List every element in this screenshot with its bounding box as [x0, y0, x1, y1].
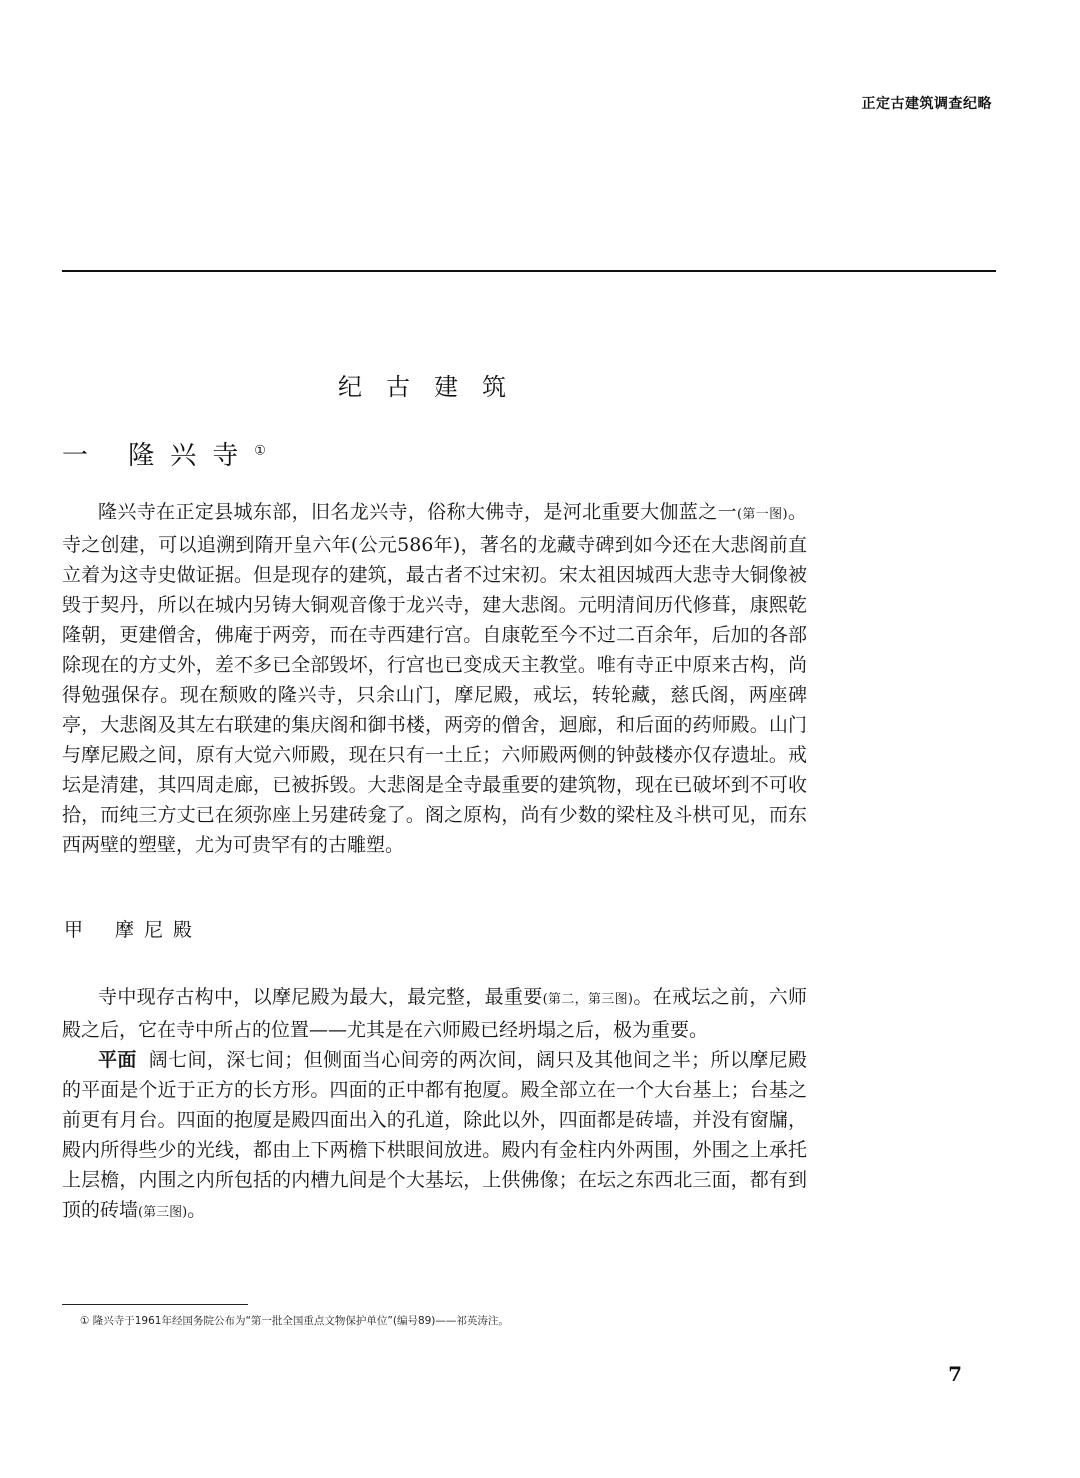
paragraph-plan-text-b: 。 [187, 1199, 207, 1221]
running-head: 正定古建筑调查纪略 [861, 96, 992, 112]
paragraph-plan-text-a: 阔七间，深七间；但侧面当心间旁的两次间，阔只及其他间之半；所以摩尼殿的平面是个近于正方的长方形。四面的正中都有抱厦。殿全部立在一个大台基上；台基之前更有月台。四面的抱厦是殿四面出入的孔道，除此以外，四面都是砖墙，并没有窗牖，殿内所得些少的光线，都由上下两檐下栱眼间放进。殿内有金柱内外两围，外围之上承托上层檐，内围之内所包括的内槽九间是个大基坛，上供佛像；在坛之东西北三面，都有到顶的砖墙 [62, 1049, 807, 1221]
part-title: 纪古建筑 [338, 373, 530, 401]
paragraph-intro-text-b: 。寺之创建，可以追溯到隋开皇六年(公元586年)，著名的龙藏寺碑到如今还在大悲阁前直立着为这寺史做证据。但是现存的建筑，最古者不过宋初。宋太祖因城西大悲寺大铜像被毁于契丹，所以在城内另铸大铜观音像于龙兴寺，建大悲阁。元明清间历代修葺，康熙乾隆朝，更建僧舍，佛庵于两旁，而在寺西建行宫。自康乾至今不过二百余年，后加的各部除现在的方丈外，差不多已全部毁坏，行宫也已变成天主教堂。唯有寺正中原来古构，尚得勉强保存。现在颓败的隆兴寺，只余山门，摩尼殿，戒坛，转轮藏，慈氏阁，两座碑亭，大悲阁及其左右联建的集庆阁和御书楼，两旁的僧舍，迴廊，和后面的药师殿。山门与摩尼殿之间，原有大觉六师殿，现在只有一土丘；六师殿两侧的钟鼓楼亦仅存遗址。戒坛是清建，其四周走廊，已被拆毁。大悲阁是全寺最重要的建筑物，现在已破坏到不可收拾，而纯三方丈已在须弥座上另建砖龛了。阁之原构，尚有少数的梁柱及斗栱可见，而东西两壁的塑壁，尤为可贵罕有的古雕塑。 [62, 501, 807, 856]
paragraph-mani-hall-text-b: 。在戒坛之前，六师殿之后，它在寺中所占的位置——尤其是在六师殿已经坍塌之后，极为重要。 [62, 986, 807, 1041]
section-title: 摩尼殿 [115, 919, 203, 941]
footnote-rule [62, 1304, 248, 1305]
run-in-heading: 平面 [98, 1049, 137, 1071]
footnote: ① 隆兴寺于1961年经国务院公布为“第一批全国重点文物保护单位”(编号89)——祁英涛注。 [80, 1315, 509, 1327]
chapter-heading [62, 435, 266, 472]
section-heading [64, 915, 202, 942]
figure-reference: (第二，第三图) [542, 992, 634, 1007]
paragraph-mani-hall [62, 982, 807, 1045]
header-rule [62, 270, 996, 272]
footnote-marker: ① [254, 443, 266, 459]
figure-reference: (第一图) [737, 507, 788, 522]
page-number: 7 [948, 1362, 962, 1386]
section-mark: 甲 [64, 919, 94, 941]
paragraph-mani-hall-text-a: 寺中现存古构中，以摩尼殿为最大，最完整，最重要 [98, 986, 543, 1008]
paragraph-intro-text-a: 隆兴寺在正定县城东部，旧名龙兴寺，俗称大佛寺，是河北重要大伽蓝之一 [98, 501, 737, 523]
paragraph-intro [62, 497, 807, 860]
chapter-heading-text: 一 隆兴寺 [62, 441, 255, 471]
figure-reference: (第三图) [138, 1205, 188, 1220]
paragraph-plan [62, 1045, 807, 1228]
